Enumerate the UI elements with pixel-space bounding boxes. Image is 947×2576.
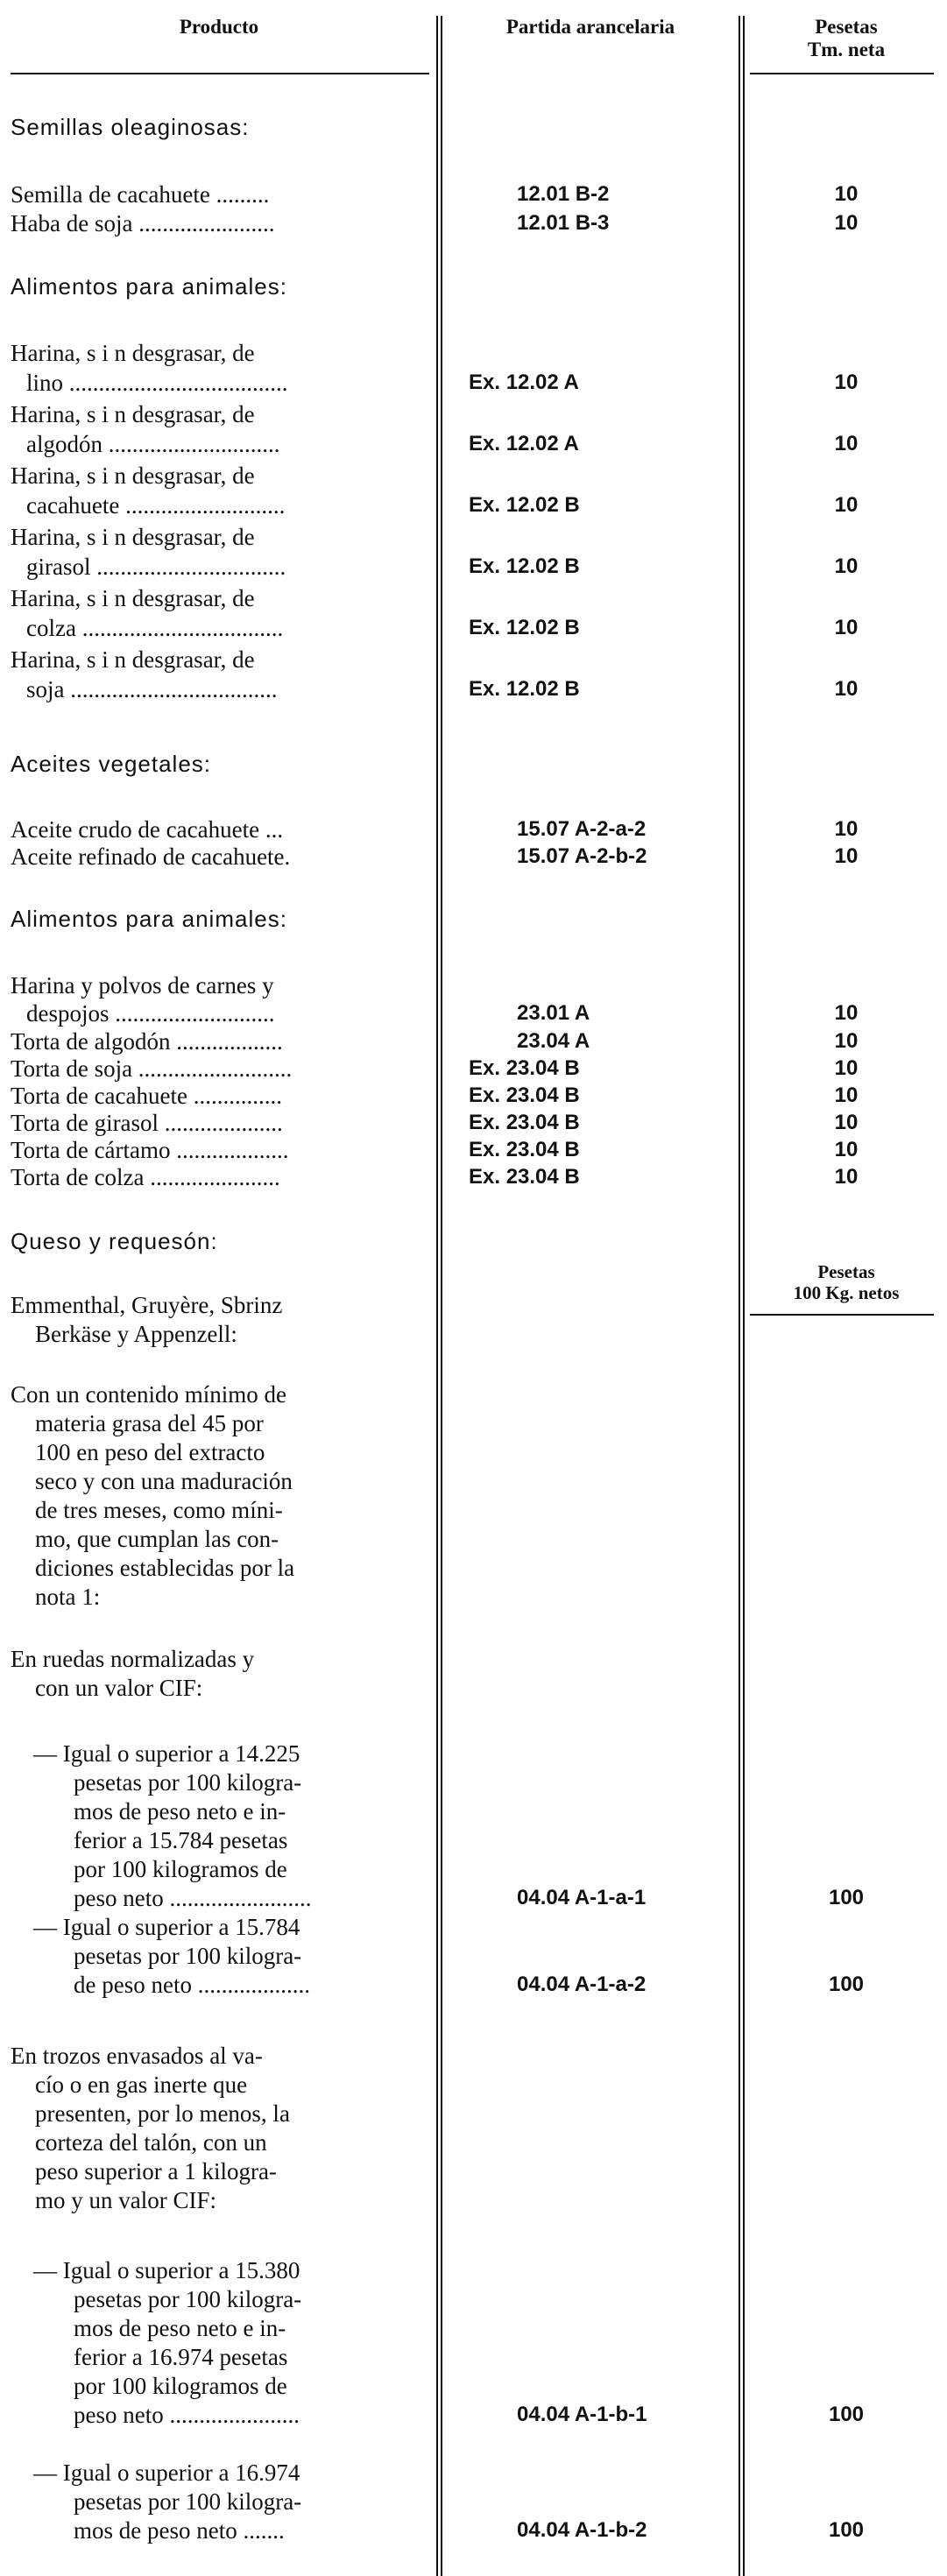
subheader-pesetas: Pesetas 100 Kg. netos [793,1261,900,1303]
subheader-rule [750,1314,934,1316]
header-pesetas: Pesetas Tm. neta [807,16,886,60]
header-rule [11,73,429,74]
header-rule [750,73,934,74]
header-partida: Partida arancelaria [505,16,675,38]
column-rule [739,16,740,2576]
header-producto: Producto [179,16,259,38]
column-rule [743,16,745,2576]
